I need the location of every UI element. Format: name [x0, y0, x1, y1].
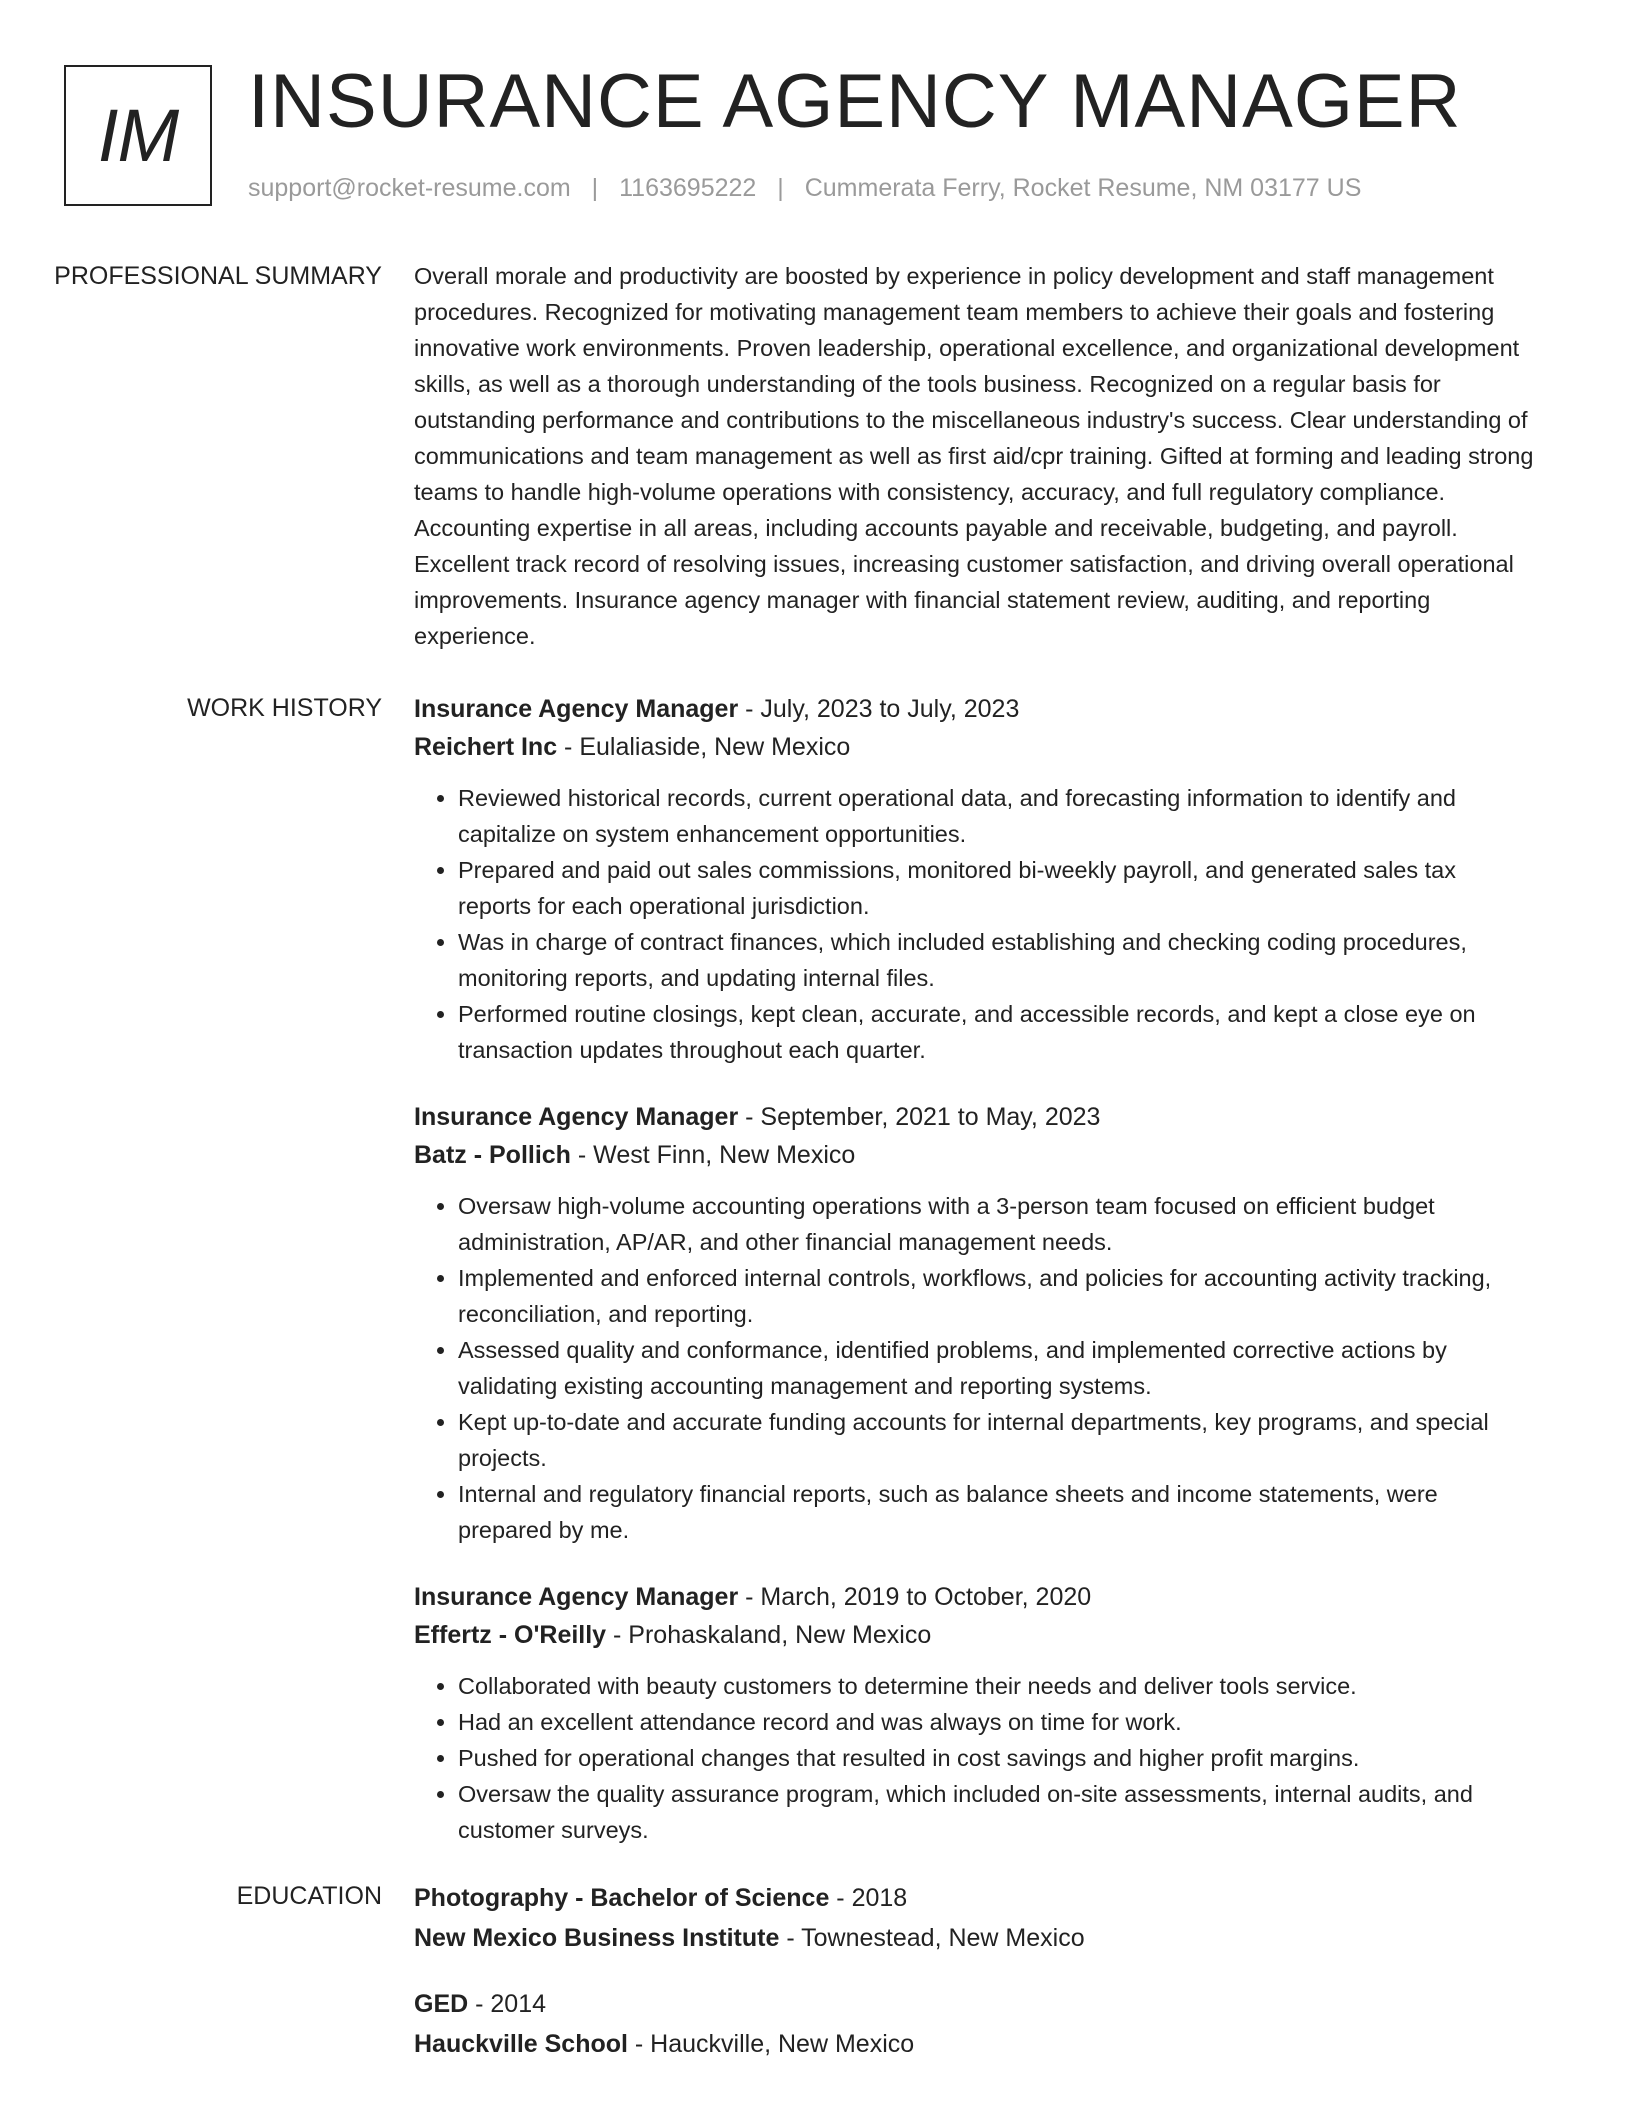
contact-separator: |	[591, 174, 599, 202]
job-dates: - September, 2021 to May, 2023	[738, 1103, 1101, 1131]
education-location: - Townestead, New Mexico	[779, 1924, 1085, 1952]
section-label: PROFESSIONAL SUMMARY	[54, 262, 382, 290]
bullet-item: • Internal and regulatory financial reports, such as balance sheets and income statements, were prepared by me.	[458, 1476, 1534, 1548]
job-title: Insurance Agency Manager	[414, 1103, 739, 1131]
bullet-item: • Kept up-to-date and accurate funding accounts for internal departments, key programs, and special projects.	[458, 1404, 1534, 1476]
education-degree: Photography - Bachelor of Science	[414, 1884, 830, 1912]
education-entry	[414, 1878, 1534, 1958]
job-bullets	[414, 1188, 1534, 1548]
job-dates: - March, 2019 to October, 2020	[738, 1583, 1092, 1611]
job-location: - Eulaliaside, New Mexico	[557, 733, 851, 761]
bullet-item: • Pushed for operational changes that resulted in cost savings and higher profit margins.	[458, 1740, 1534, 1776]
bullet-item: • Had an excellent attendance record and was always on time for work.	[458, 1704, 1534, 1740]
job-location: - West Finn, New Mexico	[570, 1141, 856, 1169]
section-body	[414, 258, 1534, 654]
bullet-item: • Assessed quality and conformance, identified problems, and implemented corrective actions by validating existing accounting management and reporting systems.	[458, 1332, 1534, 1404]
job-heading	[414, 690, 1534, 728]
education-degree-line	[414, 1878, 1534, 1918]
job-entry	[414, 690, 1534, 1068]
education-location: - Hauckville, New Mexico	[627, 2030, 915, 2058]
monogram-logo: IM	[64, 65, 212, 206]
section-body	[414, 690, 1534, 1878]
section-label: EDUCATION	[236, 1882, 382, 1910]
job-company-line	[414, 1136, 1534, 1174]
job-company: Effertz - O'Reilly	[414, 1621, 607, 1649]
job-title: Insurance Agency Manager	[414, 1583, 739, 1611]
education-section	[0, 1878, 1632, 2090]
education-school-line	[414, 2024, 1534, 2064]
contact-line	[248, 174, 1361, 203]
section-label: WORK HISTORY	[187, 694, 382, 722]
job-company: Batz - Pollich	[414, 1141, 571, 1169]
education-school: New Mexico Business Institute	[414, 1924, 780, 1952]
bullet-item: • Oversaw the quality assurance program, which included on-site assessments, internal audits, and customer surveys.	[458, 1776, 1534, 1848]
bullet-item: • Oversaw high-volume accounting operations with a 3-person team focused on efficient budget administration, AP/AR, and other financial management needs.	[458, 1188, 1534, 1260]
education-year: - 2018	[829, 1884, 908, 1912]
job-bullets	[414, 1668, 1534, 1848]
bullet-item: • Collaborated with beauty customers to determine their needs and deliver tools service.	[458, 1668, 1534, 1704]
job-bullets	[414, 780, 1534, 1068]
bullet-item: • Reviewed historical records, current operational data, and forecasting information to identify and capitalize on system enhancement opportunities.	[458, 780, 1534, 852]
section-body	[414, 1878, 1534, 2090]
job-location: - Prohaskaland, New Mexico	[606, 1621, 932, 1649]
contact-address: Cummerata Ferry, Rocket Resume, NM 03177 US	[804, 174, 1362, 202]
work-history-section	[0, 690, 1632, 1878]
job-entry	[414, 1098, 1534, 1548]
bullet-item: • Prepared and paid out sales commissions, monitored bi-weekly payroll, and generated sales tax reports for each operational jurisdiction.	[458, 852, 1534, 924]
education-school-line	[414, 1918, 1534, 1958]
job-company: Reichert Inc	[414, 733, 558, 761]
bullet-item: • Implemented and enforced internal controls, workflows, and policies for accounting activity tracking, reconciliation, and reporting.	[458, 1260, 1534, 1332]
education-degree-line	[414, 1984, 1534, 2024]
job-company-line	[414, 728, 1534, 766]
job-heading	[414, 1098, 1534, 1136]
bullet-item: • Performed routine closings, kept clean, accurate, and accessible records, and kept a close eye on transaction updates throughout each quarter.	[458, 996, 1534, 1068]
job-heading	[414, 1578, 1534, 1616]
contact-email[interactable]: support@rocket-resume.com	[248, 174, 571, 202]
page-title: INSURANCE AGENCY MANAGER	[248, 59, 1462, 144]
resume-sections	[0, 258, 1632, 2090]
job-title: Insurance Agency Manager	[414, 695, 739, 723]
education-year: - 2014	[468, 1990, 547, 2018]
education-degree: GED	[414, 1990, 469, 2018]
job-dates: - July, 2023 to July, 2023	[738, 695, 1020, 723]
education-school: Hauckville School	[414, 2030, 628, 2058]
job-company-line	[414, 1616, 1534, 1654]
job-entry	[414, 1578, 1534, 1848]
education-entry	[414, 1984, 1534, 2064]
professional-summary-section	[0, 258, 1632, 654]
summary-text: Overall morale and productivity are boosted by experience in policy development and staff management procedures. Recognized for motivating management team members to achieve their goals and fostering innovative work environments. Proven leadership, operational excellence, and organizational development skills, as well as a thorough understanding of the tools business. Recognized on a regular basis for outstanding performance and contributions to the miscellaneous industry's success. Clear understanding of communications and team management as well as first aid/cpr training. Gifted at forming and leading strong teams to handle high-volume operations with consistency, accuracy, and full regulatory compliance. Accounting expertise in all areas, including accounts payable and receivable, budgeting, and payroll. Excellent track record of resolving issues, increasing customer satisfaction, and driving overall operational improvements. Insurance agency manager with financial statement review, auditing, and reporting experience.	[414, 263, 1534, 649]
contact-separator: |	[777, 174, 784, 202]
contact-phone[interactable]: 1163695222	[619, 174, 757, 202]
bullet-item: • Was in charge of contract finances, which included establishing and checking coding procedures, monitoring reports, and updating internal files.	[458, 924, 1534, 996]
